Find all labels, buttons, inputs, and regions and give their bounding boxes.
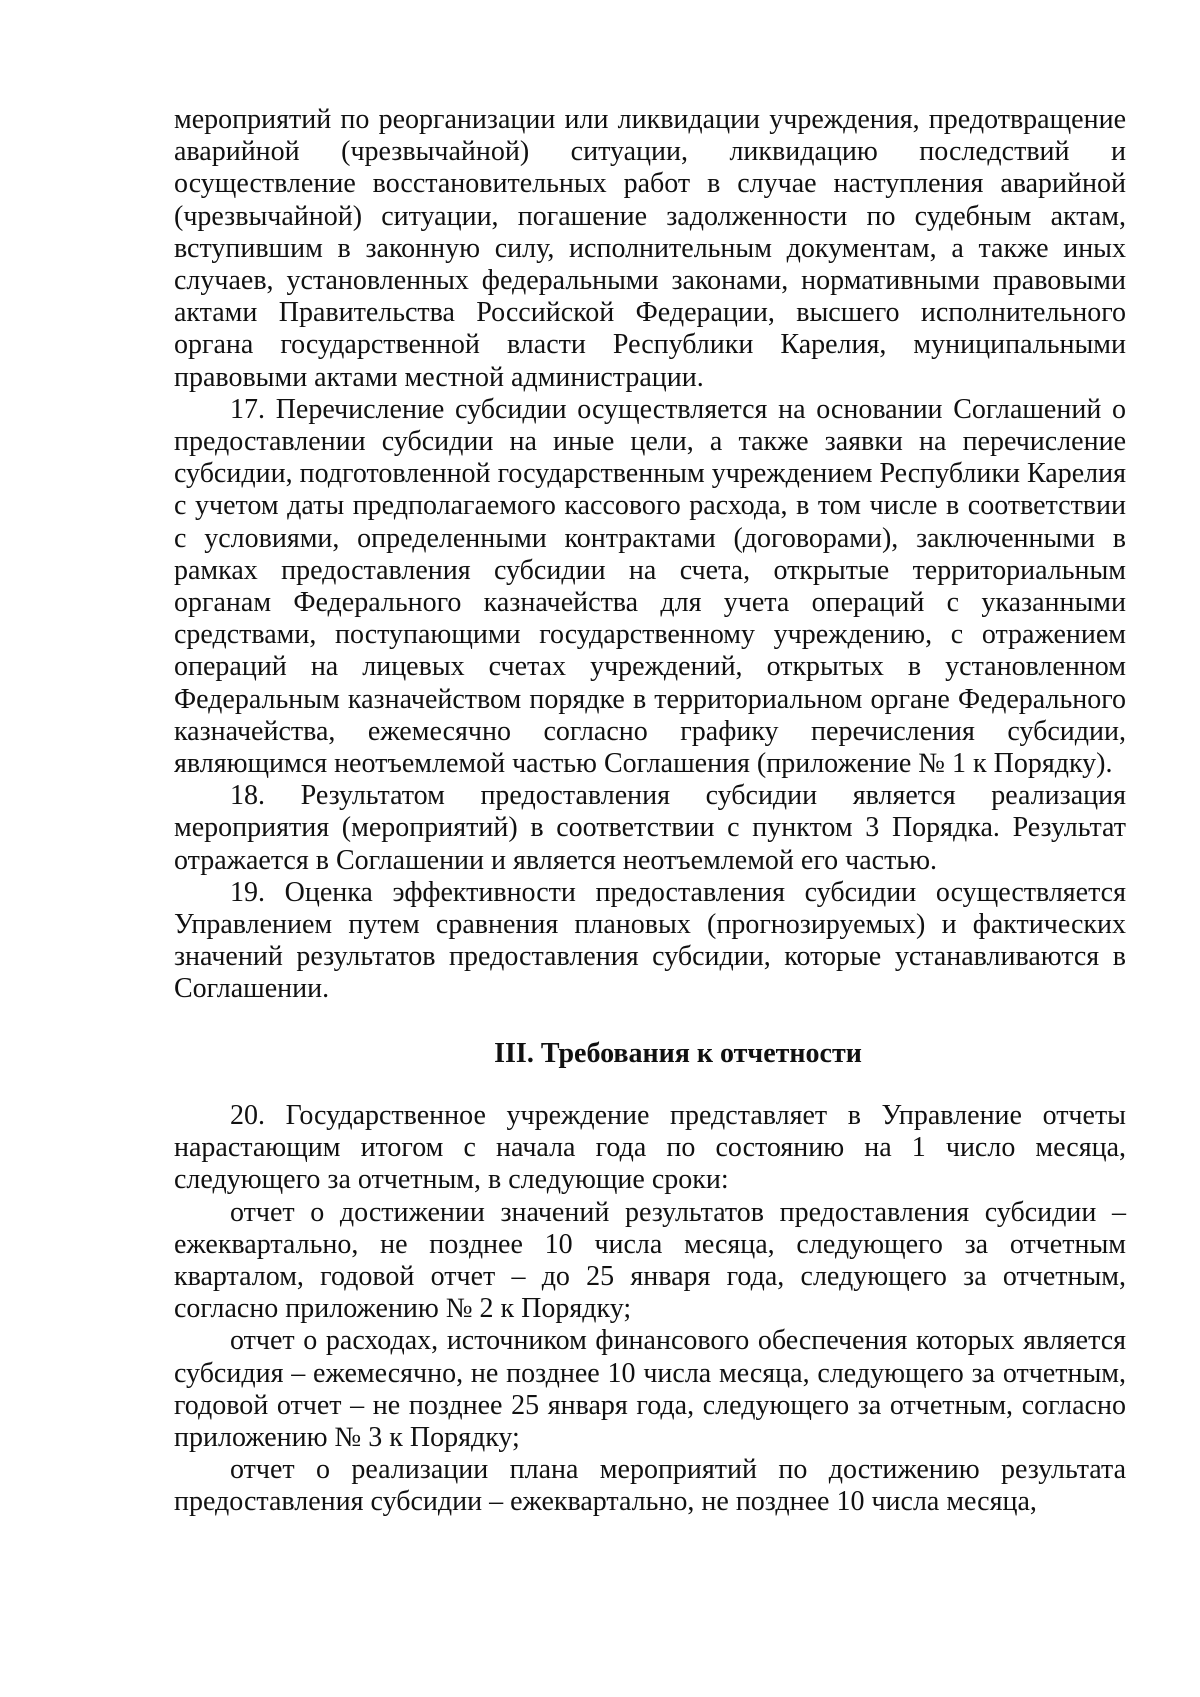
paragraph-report-expenses: отчет о расходах, источником финансового обеспечения которых является субсидия – ежемесячно, не позднее 10 числа месяца, следующего за отчетным, годовой отчет – не позднее 25 января года, следующего за отчетным, согласно приложению № 3 к Порядку;: [174, 1325, 1126, 1453]
paragraph-18: 18. Результатом предоставления субсидии является реализация мероприятия (мероприятий) в соответствии с пунктом 3 Порядка. Результат отражается в Соглашении и является неотъемлемой его частью.: [174, 780, 1126, 876]
paragraph-16-continuation: мероприятий по реорганизации или ликвидации учреждения, предотвращение аварийной (чрезвычайной) ситуации, ликвидацию последствий и осуществление восстановительных работ в случае наступления аварийной (чрезвычайной) ситуации, погашение задолженности по судебным актам, вступившим в законную силу, исполнительным документам, а также иных случаев, установленных федеральными законами, нормативными правовыми актами Правительства Российской Федерации, высшего исполнительного органа государственной власти Республики Карелия, муниципальными правовыми актами местной администрации.: [174, 104, 1126, 393]
document-body: [174, 104, 1126, 1519]
section-heading: III. Требования к отчетности: [494, 1037, 862, 1069]
paragraph-19: 19. Оценка эффективности предоставления субсидии осуществляется Управлением путем сравнения плановых (прогнозируемых) и фактических значений результатов предоставления субсидии, которые устанавливаются в Соглашении.: [174, 876, 1126, 1005]
paragraph-20: 20. Государственное учреждение представляет в Управление отчеты нарастающим итогом с начала года по состоянию на 1 число месяца, следующего за отчетным, в следующие сроки:: [174, 1099, 1126, 1196]
paragraph-report-plan: отчет о реализации плана мероприятий по достижению результата предоставления субсидии – ежеквартально, не позднее 10 числа месяца,: [174, 1454, 1126, 1518]
paragraph-17: 17. Перечисление субсидии осуществляется на основании Соглашений о предоставлении субсидии на иные цели, а также заявки на перечисление субсидии, подготовленной государственным учреждением Республики Карелия с учетом даты предполагаемого кассового расхода, в том числе в соответствии с условиями, определенными контрактами (договорами), заключенными в рамках предоставления субсидии на счета, открытые территориальным органам Федерального казначейства для учета операций с указанными средствами, поступающими государственному учреждению, с отражением операций на лицевых счетах учреждений, открытых в установленном Федеральным казначейством порядке в территориальном органе Федерального казначейства, ежемесячно согласно графику перечисления субсидии, являющимся неотъемлемой частью Соглашения (приложение № 1 к Порядку).: [174, 393, 1126, 780]
paragraph-report-results: отчет о достижении значений результатов предоставления субсидии – ежеквартально, не позднее 10 числа месяца, следующего за отчетным кварталом, годовой отчет – до 25 января года, следующего за отчетным, согласно приложению № 2 к Порядку;: [174, 1196, 1126, 1325]
